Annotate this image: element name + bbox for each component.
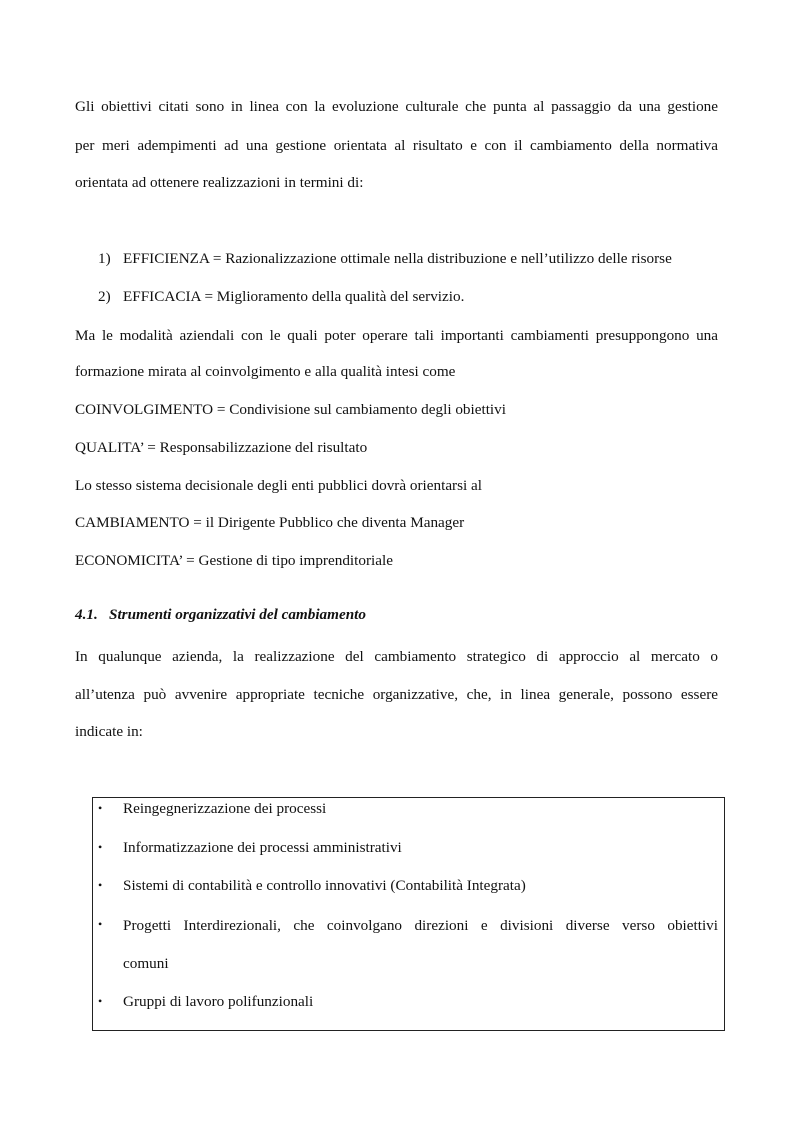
box-item-progetti-continuation: comuni xyxy=(123,955,169,972)
middle-line-sistema: Lo stesso sistema decisionale degli enti pubblici dovrà orientarsi al xyxy=(75,477,483,494)
box-item-informatizzazione xyxy=(98,839,402,857)
box-item-text: Gruppi di lavoro polifunzionali xyxy=(123,993,314,1010)
box-item-reingegnerizzazione xyxy=(98,800,326,818)
bullet-icon: • xyxy=(98,917,103,931)
intro-line-3: orientata ad ottenere realizzazioni in termini di: xyxy=(75,174,364,191)
definition-coinvolgimento: COINVOLGIMENTO = Condivisione sul cambiamento degli obiettivi xyxy=(75,401,506,418)
list-number: 2) xyxy=(98,288,111,305)
section-body-line-2: all’utenza può avvenire appropriate tecniche organizzative, che, in linea generale, possono essere xyxy=(75,686,718,703)
bullet-icon: • xyxy=(98,994,103,1008)
definition-cambiamento: CAMBIAMENTO = il Dirigente Pubblico che diventa Manager xyxy=(75,514,465,531)
section-heading xyxy=(75,606,366,624)
definition-qualita: QUALITA’ = Responsabilizzazione del risultato xyxy=(75,439,368,456)
intro-line-1: Gli obiettivi citati sono in linea con la evoluzione culturale che punta al passaggio da una gestione xyxy=(75,98,718,115)
numbered-item-efficacia xyxy=(98,288,464,306)
definition-economicita: ECONOMICITA’ = Gestione di tipo imprenditoriale xyxy=(75,552,393,569)
bullet-icon: • xyxy=(98,801,103,815)
list-number: 1) xyxy=(98,250,111,267)
middle-line-1: Ma le modalità aziendali con le quali poter operare tali importanti cambiamenti presuppongono una xyxy=(75,327,718,344)
box-item-sistemi xyxy=(98,877,526,895)
box-item-gruppi xyxy=(98,993,313,1011)
section-title: Strumenti organizzativi del cambiamento xyxy=(109,606,366,623)
numbered-item-efficienza xyxy=(98,250,672,268)
intro-line-2: per meri adempimenti ad una gestione orientata al risultato e con il cambiamento della normativa xyxy=(75,137,718,154)
list-item-text: EFFICIENZA = Razionalizzazione ottimale nella distribuzione e nell’utilizzo delle risorse xyxy=(123,250,672,267)
box-item-text: Reingegnerizzazione dei processi xyxy=(123,800,327,817)
section-body-line-1: In qualunque azienda, la realizzazione del cambiamento strategico di approccio al mercato o xyxy=(75,648,718,665)
bullet-icon: • xyxy=(98,840,103,854)
section-number: 4.1. xyxy=(75,606,98,623)
box-item-text: Informatizzazione dei processi amministrativi xyxy=(123,839,402,856)
list-item-text: EFFICACIA = Miglioramento della qualità del servizio. xyxy=(123,288,465,305)
bullet-icon: • xyxy=(98,878,103,892)
section-body-line-3: indicate in: xyxy=(75,723,143,740)
box-item-progetti xyxy=(98,916,123,934)
box-item-text: Sistemi di contabilità e controllo innovativi (Contabilità Integrata) xyxy=(123,877,526,894)
box-item-progetti-text: Progetti Interdirezionali, che coinvolgano direzioni e divisioni diverse verso obiettivi xyxy=(123,917,718,934)
middle-line-2: formazione mirata al coinvolgimento e alla qualità intesi come xyxy=(75,363,456,380)
